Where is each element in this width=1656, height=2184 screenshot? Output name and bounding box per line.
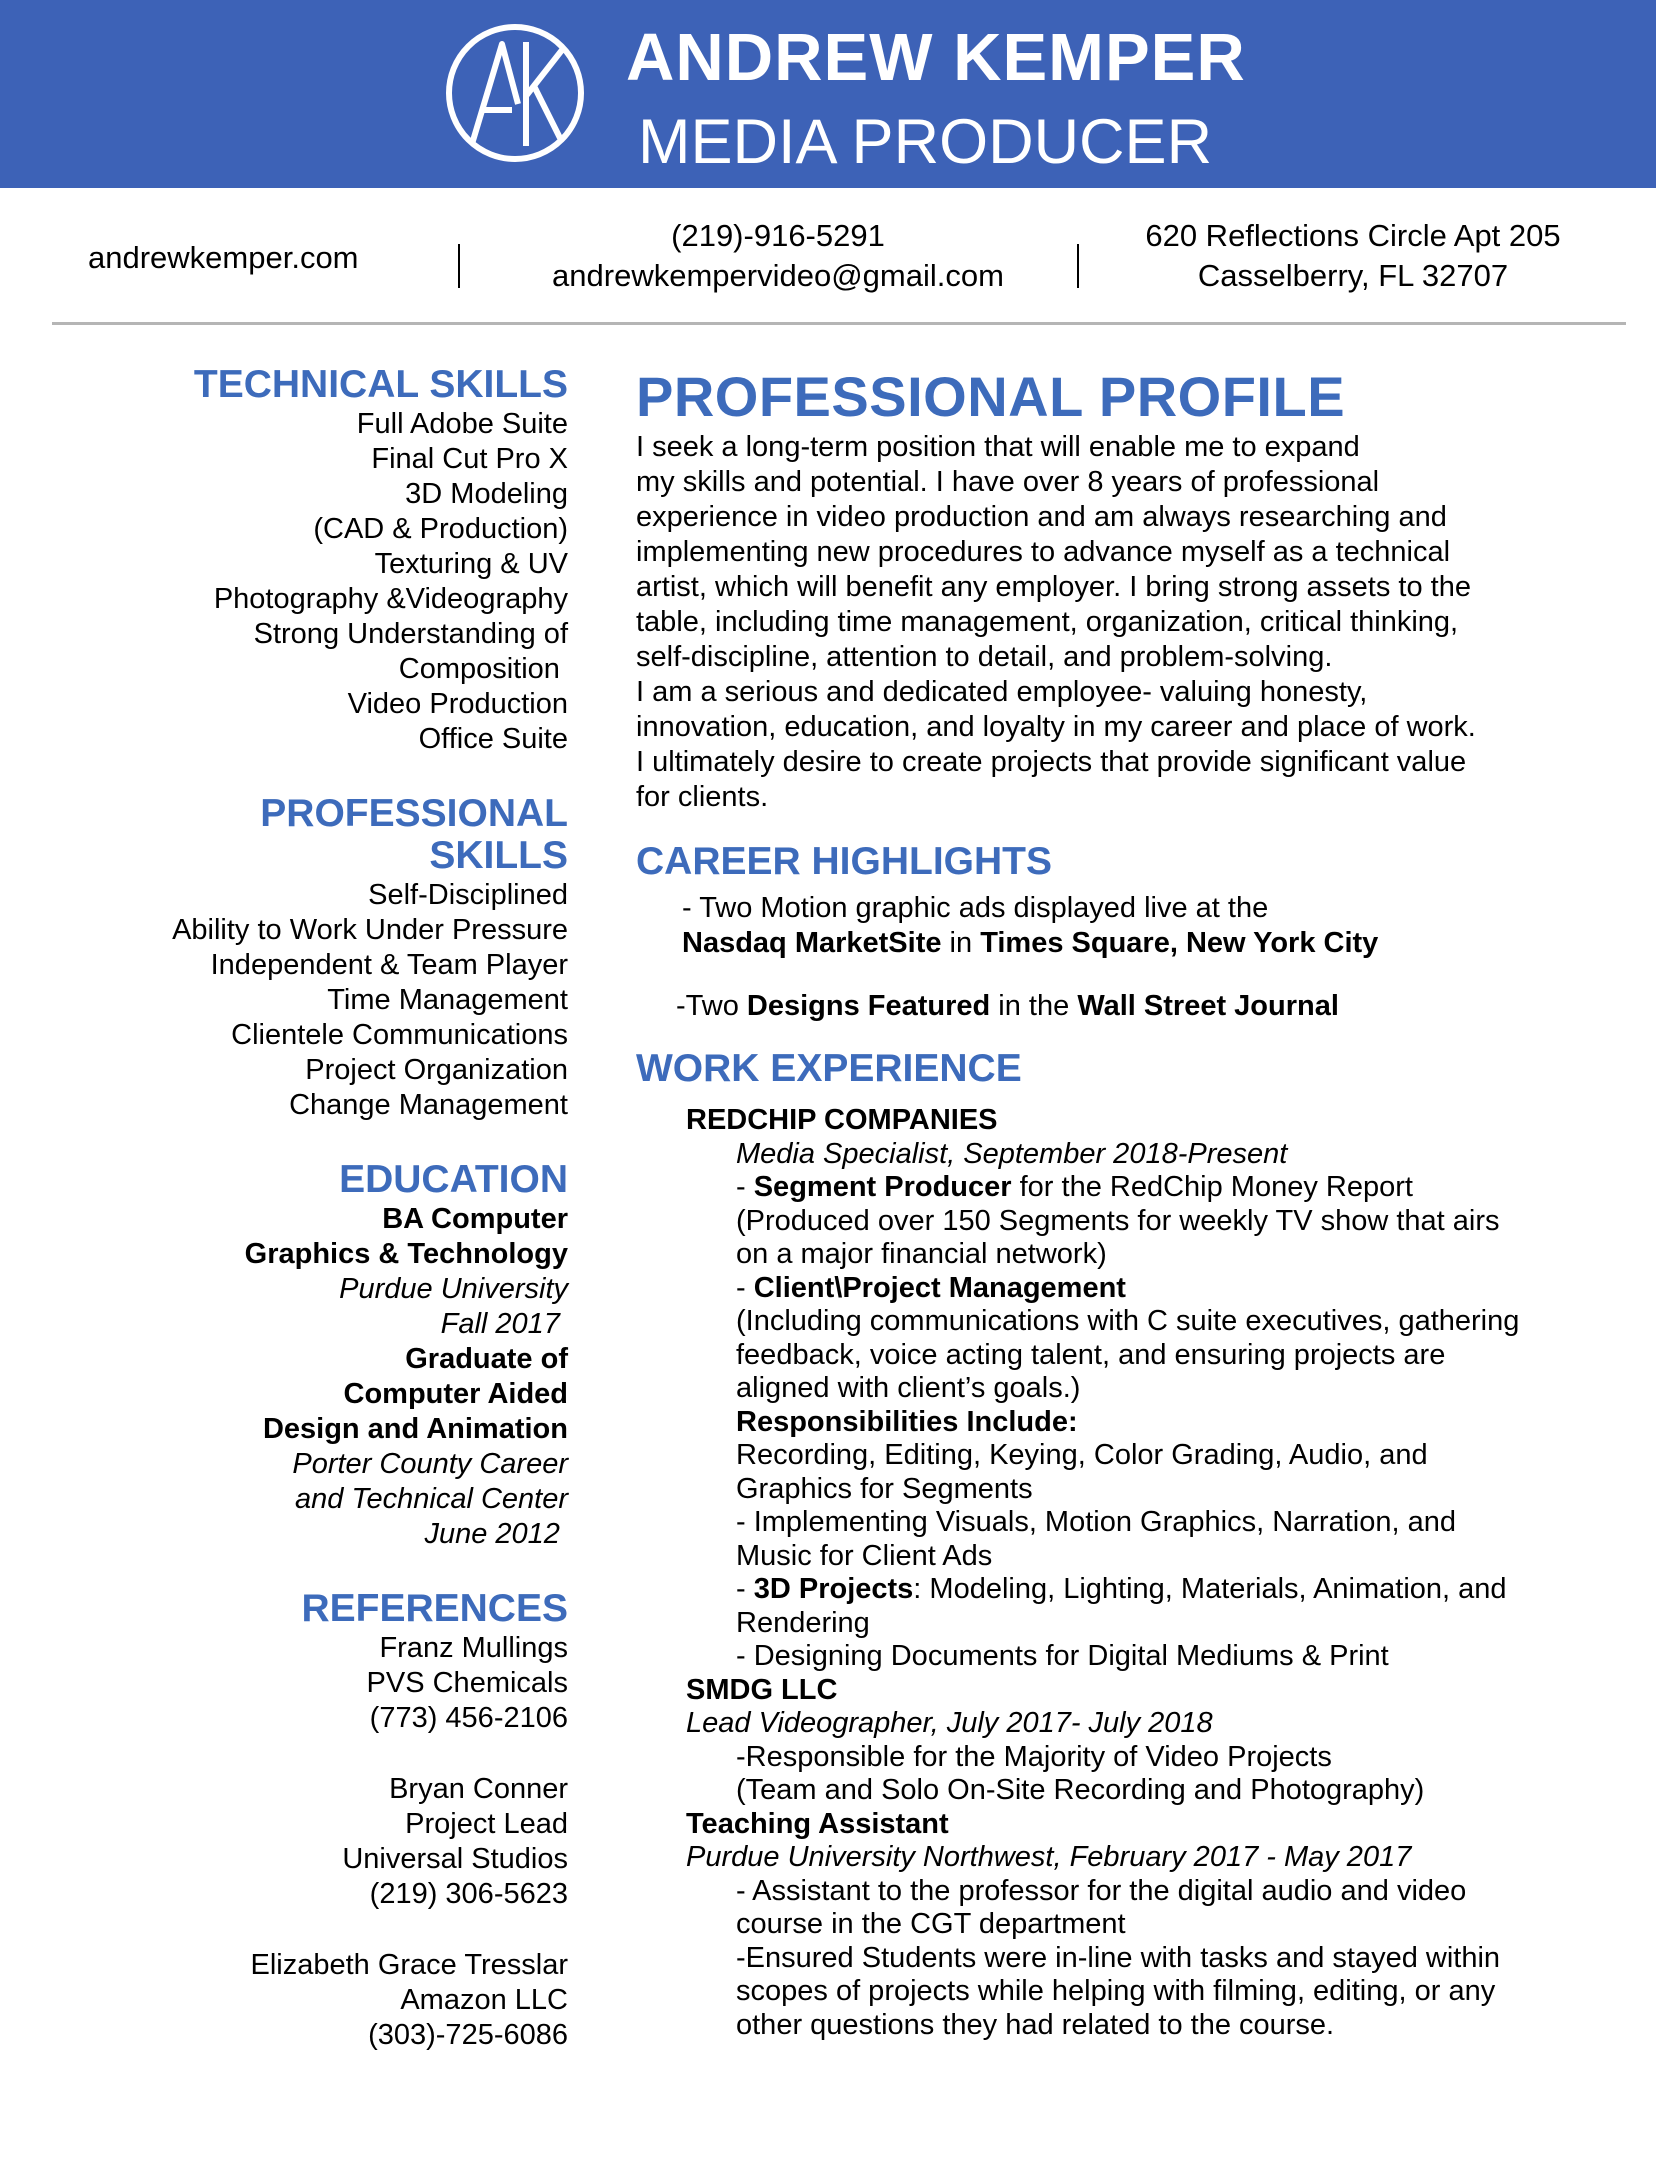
professional-skill: Time Management (327, 984, 568, 1016)
degree: Computer Aided (343, 1378, 568, 1410)
school: Porter County Career (292, 1448, 568, 1480)
job-line: other questions they had related to the course. (736, 2008, 1335, 2041)
reference-name: Franz Mullings (379, 1632, 568, 1664)
technical-skills-heading: TECHNICAL SKILLS (193, 363, 568, 406)
job-line: - Assistant to the professor for the digital audio and video (736, 1874, 1467, 1907)
bullet-bold: Client\Project Management (753, 1271, 1126, 1304)
profile-heading: PROFESSIONAL PROFILE (636, 365, 1346, 428)
job-line: - Implementing Visuals, Motion Graphics, Narration, and (736, 1506, 1456, 1538)
technical-skill: Composition (398, 653, 568, 685)
contact-phone[interactable]: (219)-916-5291 (671, 218, 885, 253)
company-name: Teaching Assistant (686, 1807, 949, 1840)
highlight-text: in (941, 927, 981, 959)
bullet-dash: - (736, 1171, 754, 1203)
work-experience-heading: WORK EXPERIENCE (636, 1047, 1022, 1090)
profile-line: I seek a long-term position that will enable me to expand (636, 431, 1360, 463)
job-bullet (736, 1573, 1626, 1607)
profile-line: artist, which will benefit any employer. I bring strong assets to the (636, 571, 1471, 603)
reference-name: Elizabeth Grace Tresslar (250, 1949, 568, 1981)
technical-skill: Full Adobe Suite (356, 408, 568, 440)
reference-phone: (773) 456-2106 (369, 1702, 568, 1734)
reference-company: PVS Chemicals (366, 1667, 568, 1699)
job-line: - Designing Documents for Digital Mediums & Print (736, 1640, 1389, 1672)
reference-phone: (219) 306-5623 (369, 1878, 568, 1910)
heading-line: PROFESSIONAL (260, 792, 568, 835)
profile-line: implementing new procedures to advance myself as a technical (636, 536, 1451, 568)
highlight-bold: Designs Featured (746, 990, 991, 1022)
bullet-text: : Modeling, Lighting, Materials, Animation, and (913, 1573, 1507, 1605)
professional-skill: Self-Disciplined (368, 879, 568, 911)
professional-skill: Ability to Work Under Pressure (172, 914, 568, 946)
job-line: (Team and Solo On-Site Recording and Photography) (736, 1774, 1425, 1806)
technical-skill: Video Production (347, 688, 568, 720)
company-name: REDCHIP COMPANIES (686, 1104, 998, 1136)
address-line-2: Casselberry, FL 32707 (1197, 258, 1509, 293)
profile-line: table, including time management, organization, critical thinking, (636, 606, 1459, 638)
profile-text (636, 430, 1626, 815)
job-line: scopes of projects while helping with filming, editing, or any (736, 1975, 1496, 2007)
technical-skill: (CAD & Production) (313, 513, 568, 545)
education-heading: EDUCATION (339, 1158, 568, 1201)
header-banner (0, 0, 1656, 188)
graduation-date: Fall 2017 (440, 1308, 568, 1340)
bullet-bold: Segment Producer (753, 1171, 1012, 1203)
job-line: (Including communications with C suite executives, gathering (736, 1305, 1520, 1337)
profile-line: I am a serious and dedicated employee- valuing honesty, (636, 676, 1368, 708)
profile-line: I ultimately desire to create projects that provide significant value (636, 746, 1467, 778)
job-line: Recording, Editing, Keying, Color Grading, Audio, and (736, 1439, 1428, 1471)
highlight-item (676, 989, 1626, 1024)
job-line: on a major financial network) (736, 1238, 1107, 1270)
job-line: Rendering (736, 1606, 870, 1639)
responsibilities-label: Responsibilities Include: (736, 1405, 1078, 1438)
contact-separator (458, 244, 460, 288)
highlight-bold: Nasdaq MarketSite (682, 927, 942, 959)
work-list (686, 1104, 1626, 2042)
professional-skill: Project Organization (305, 1054, 568, 1086)
highlight-bold: Times Square, New York City (980, 927, 1379, 959)
highlight-line (682, 926, 1626, 961)
technical-skill: Office Suite (418, 723, 568, 755)
address-line-1: 620 Reflections Circle Apt 205 (1145, 218, 1561, 253)
reference-phone: (303)-725-6086 (368, 2019, 568, 2051)
highlight-text: -Two (676, 990, 747, 1022)
job-line: Graphics for Segments (736, 1472, 1033, 1505)
contact-phone-email (530, 216, 1026, 296)
degree: Graphics & Technology (244, 1238, 568, 1270)
reference-company: Universal Studios (342, 1843, 568, 1875)
reference-role: Project Lead (405, 1808, 568, 1840)
technical-skill: Strong Understanding of (253, 618, 568, 650)
job-line: (Produced over 150 Segments for weekly TV show that airs (736, 1204, 1500, 1237)
technical-skill: 3D Modeling (405, 478, 568, 510)
svg-text:AK: AK (514, 100, 516, 101)
profile-line: my skills and potential. I have over 8 years of professional (636, 466, 1380, 498)
profile-line: experience in video production and am always researching and (636, 501, 1447, 533)
job-line: Music for Client Ads (736, 1539, 993, 1572)
contact-website[interactable]: andrewkemper.com (88, 240, 359, 275)
job-line: aligned with client’s goals.) (736, 1372, 1081, 1404)
candidate-name: ANDREW KEMPER (626, 20, 1246, 95)
highlight-line: - Two Motion graphic ads displayed live at the (682, 892, 1269, 924)
job-details (736, 1875, 1626, 2043)
school: and Technical Center (295, 1483, 568, 1515)
job-line: -Responsible for the Majority of Video Projects (736, 1740, 1332, 1773)
technical-skill: Final Cut Pro X (371, 443, 568, 475)
bullet-dash: - (736, 1271, 754, 1304)
job-bullet (736, 1272, 1626, 1306)
bullet-bold: 3D Projects (753, 1573, 914, 1605)
professional-skill: Clientele Communications (231, 1019, 568, 1051)
job-line: feedback, voice acting talent, and ensuring projects are (736, 1338, 1446, 1371)
technical-skill: Photography &Videography (213, 583, 568, 615)
graduation-date: June 2012 (424, 1518, 568, 1550)
highlight-text: in the (990, 990, 1078, 1022)
school: Purdue University (339, 1273, 568, 1305)
degree: Graduate of (405, 1343, 568, 1375)
job-bullet (736, 1171, 1626, 1205)
company-name: SMDG LLC (686, 1673, 838, 1706)
references-heading: REFERENCES (301, 1587, 568, 1630)
right-column (636, 365, 1626, 2042)
job-line: -Ensured Students were in-line with tasks and stayed within (736, 1941, 1501, 1974)
contact-email[interactable]: andrewkempervideo@gmail.com (552, 258, 1004, 293)
heading-line: SKILLS (429, 834, 568, 877)
profile-line: innovation, education, and loyalty in my career and place of work. (636, 711, 1476, 743)
degree: Design and Animation (262, 1413, 568, 1445)
header-divider (52, 322, 1626, 325)
career-highlights-heading: CAREER HIGHLIGHTS (636, 840, 1053, 883)
contact-separator (1077, 244, 1079, 288)
profile-line: for clients. (636, 781, 769, 813)
bullet-dash: - (736, 1573, 754, 1605)
job-title: Lead Videographer, July 2017- July 2018 (686, 1707, 1213, 1739)
job-title: Purdue University Northwest, February 2017 - May 2017 (686, 1841, 1412, 1873)
professional-skill: Change Management (289, 1089, 568, 1121)
technical-skill: Texturing & UV (374, 548, 568, 580)
professional-skills-heading (96, 793, 568, 877)
bullet-text: for the RedChip Money Report (1011, 1171, 1413, 1203)
job-details (736, 1138, 1626, 1674)
highlight-bold: Wall Street Journal (1077, 990, 1339, 1022)
degree: BA Computer (382, 1203, 568, 1235)
reference-company: Amazon LLC (400, 1984, 568, 2016)
job-details (736, 1741, 1626, 1808)
highlight-item (682, 891, 1626, 961)
reference-name: Bryan Conner (389, 1773, 568, 1805)
candidate-title: MEDIA PRODUCER (638, 107, 1213, 177)
left-column (96, 364, 568, 2053)
profile-line: self-discipline, attention to detail, and problem-solving. (636, 641, 1333, 673)
job-title: Media Specialist, September 2018-Present (736, 1137, 1288, 1170)
logo (444, 22, 586, 164)
contact-address (1118, 216, 1588, 296)
job-line: course in the CGT department (736, 1908, 1126, 1940)
professional-skill: Independent & Team Player (210, 949, 568, 981)
